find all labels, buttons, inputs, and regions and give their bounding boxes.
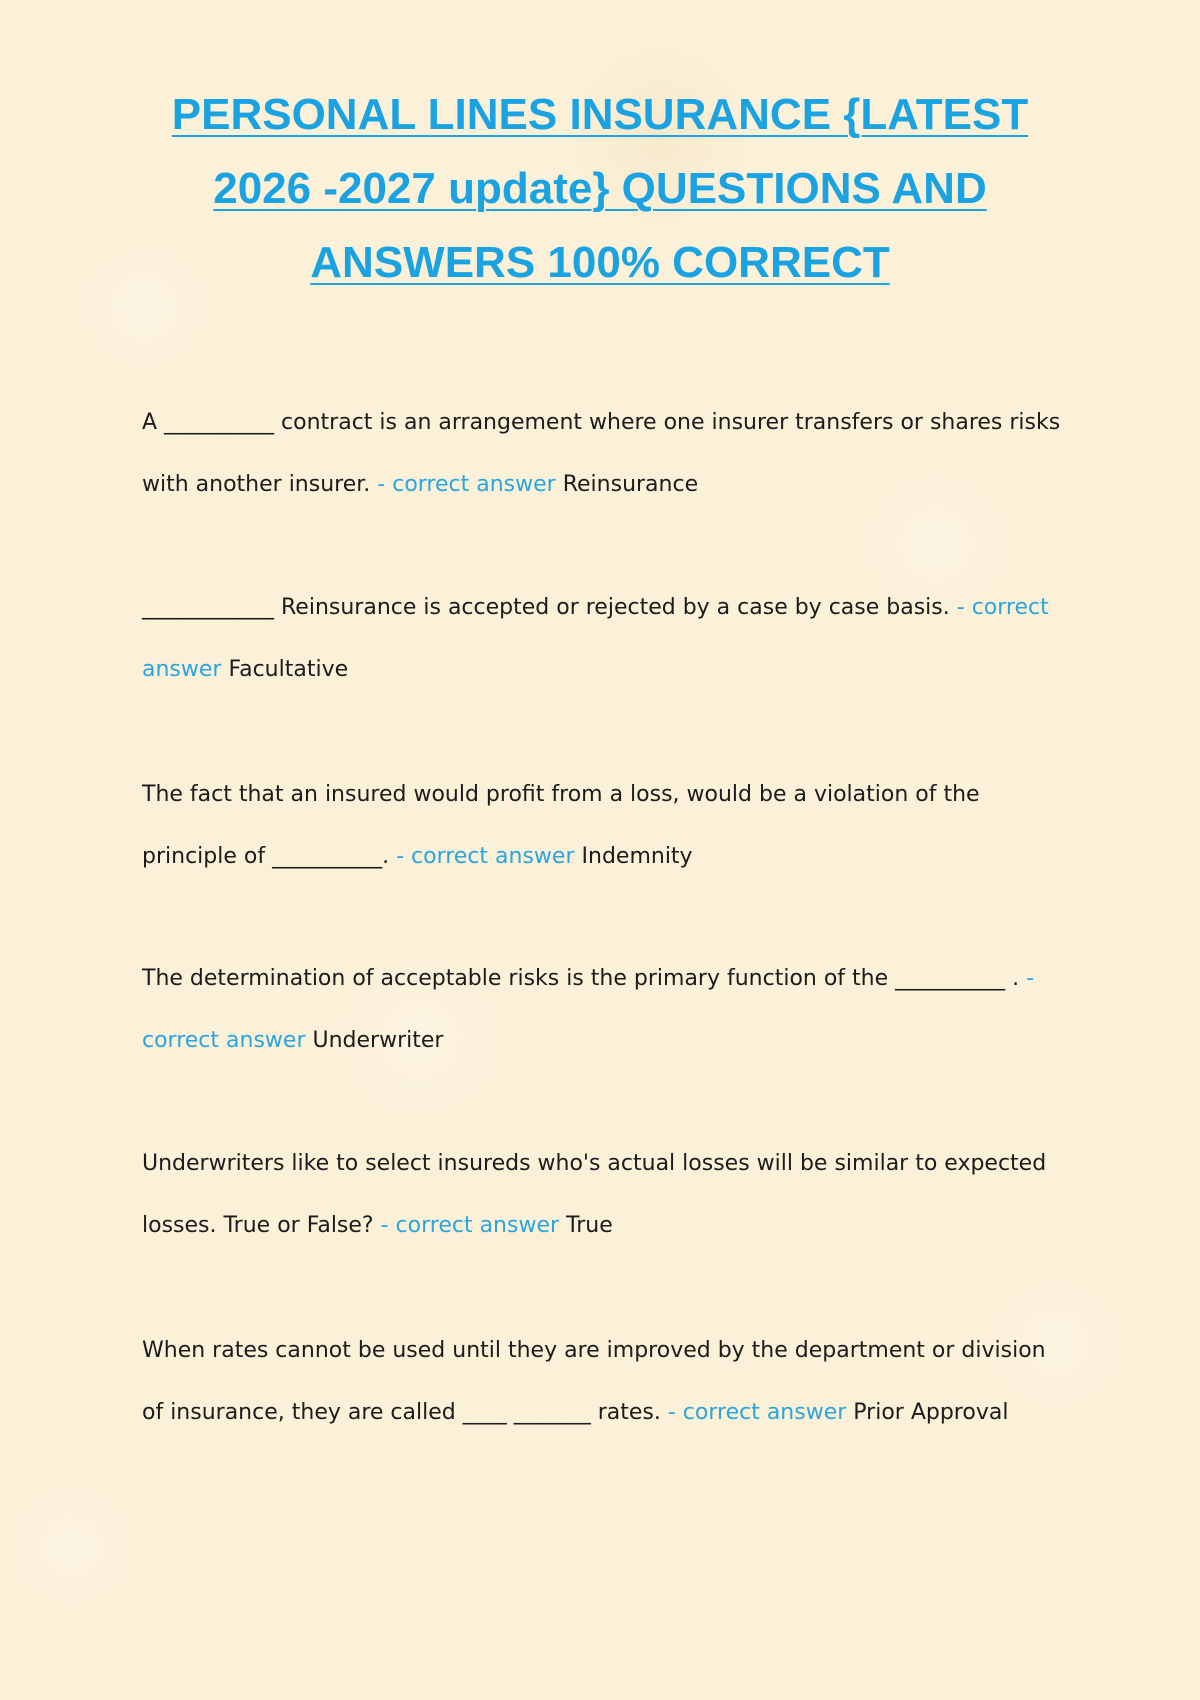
answer-separator: - [370,472,393,497]
qa-item [142,948,1062,1072]
answer-tag [374,1213,559,1238]
question-text: ____________ Reinsurance is accepted or rejected by a case by case basis. [142,595,950,620]
answer-tag-label: correct answer [142,595,1049,682]
question-text: The determination of acceptable risks is the primary function of the __________ . [142,966,1020,991]
question-text: Underwriters like to select insureds who's actual losses will be similar to expected losses. True or False? [142,1151,1047,1238]
answer-text: Reinsurance [562,472,699,497]
document-title: PERSONAL LINES INSURANCE {LATEST 2026 -2027 update} QUESTIONS AND ANSWERS 100% CORRECT [171,90,1029,287]
answer-tag-label: correct answer [142,1028,306,1053]
answer-separator: - [949,595,972,620]
qa-item [142,1133,1062,1257]
answer-tag-label: correct answer [392,472,556,497]
question-text: A __________ contract is an arrangement where one insurer transfers or shares risks with another insurer. [142,410,1061,497]
answer-text: Prior Approval [853,1400,1009,1425]
answer-tag [389,844,574,869]
answer-tag-label: correct answer [411,844,575,869]
answer-separator: - [1019,966,1035,991]
answer-tag-label: correct answer [395,1213,560,1238]
answer-text: Underwriter [312,1028,444,1053]
qa-item [142,764,1062,888]
answer-text: True [566,1213,613,1238]
answer-separator: - [373,1213,396,1238]
answer-text: Facultative [228,657,349,682]
question-text: When rates cannot be used until they are improved by the department or division of insurance, they are called ____ _______ rates. [142,1338,1046,1425]
answer-text: Indemnity [581,844,693,869]
answer-separator: - [389,844,412,869]
answer-tag-label: correct answer [682,1400,847,1425]
qa-item [142,1320,1062,1444]
answer-tag [370,472,555,497]
question-text: The fact that an insured would profit from a loss, would be a violation of the principle of __________. [142,782,980,869]
answer-separator: - [660,1400,683,1425]
qa-item [142,392,1062,516]
qa-item [142,577,1062,701]
answer-tag [661,1400,846,1425]
